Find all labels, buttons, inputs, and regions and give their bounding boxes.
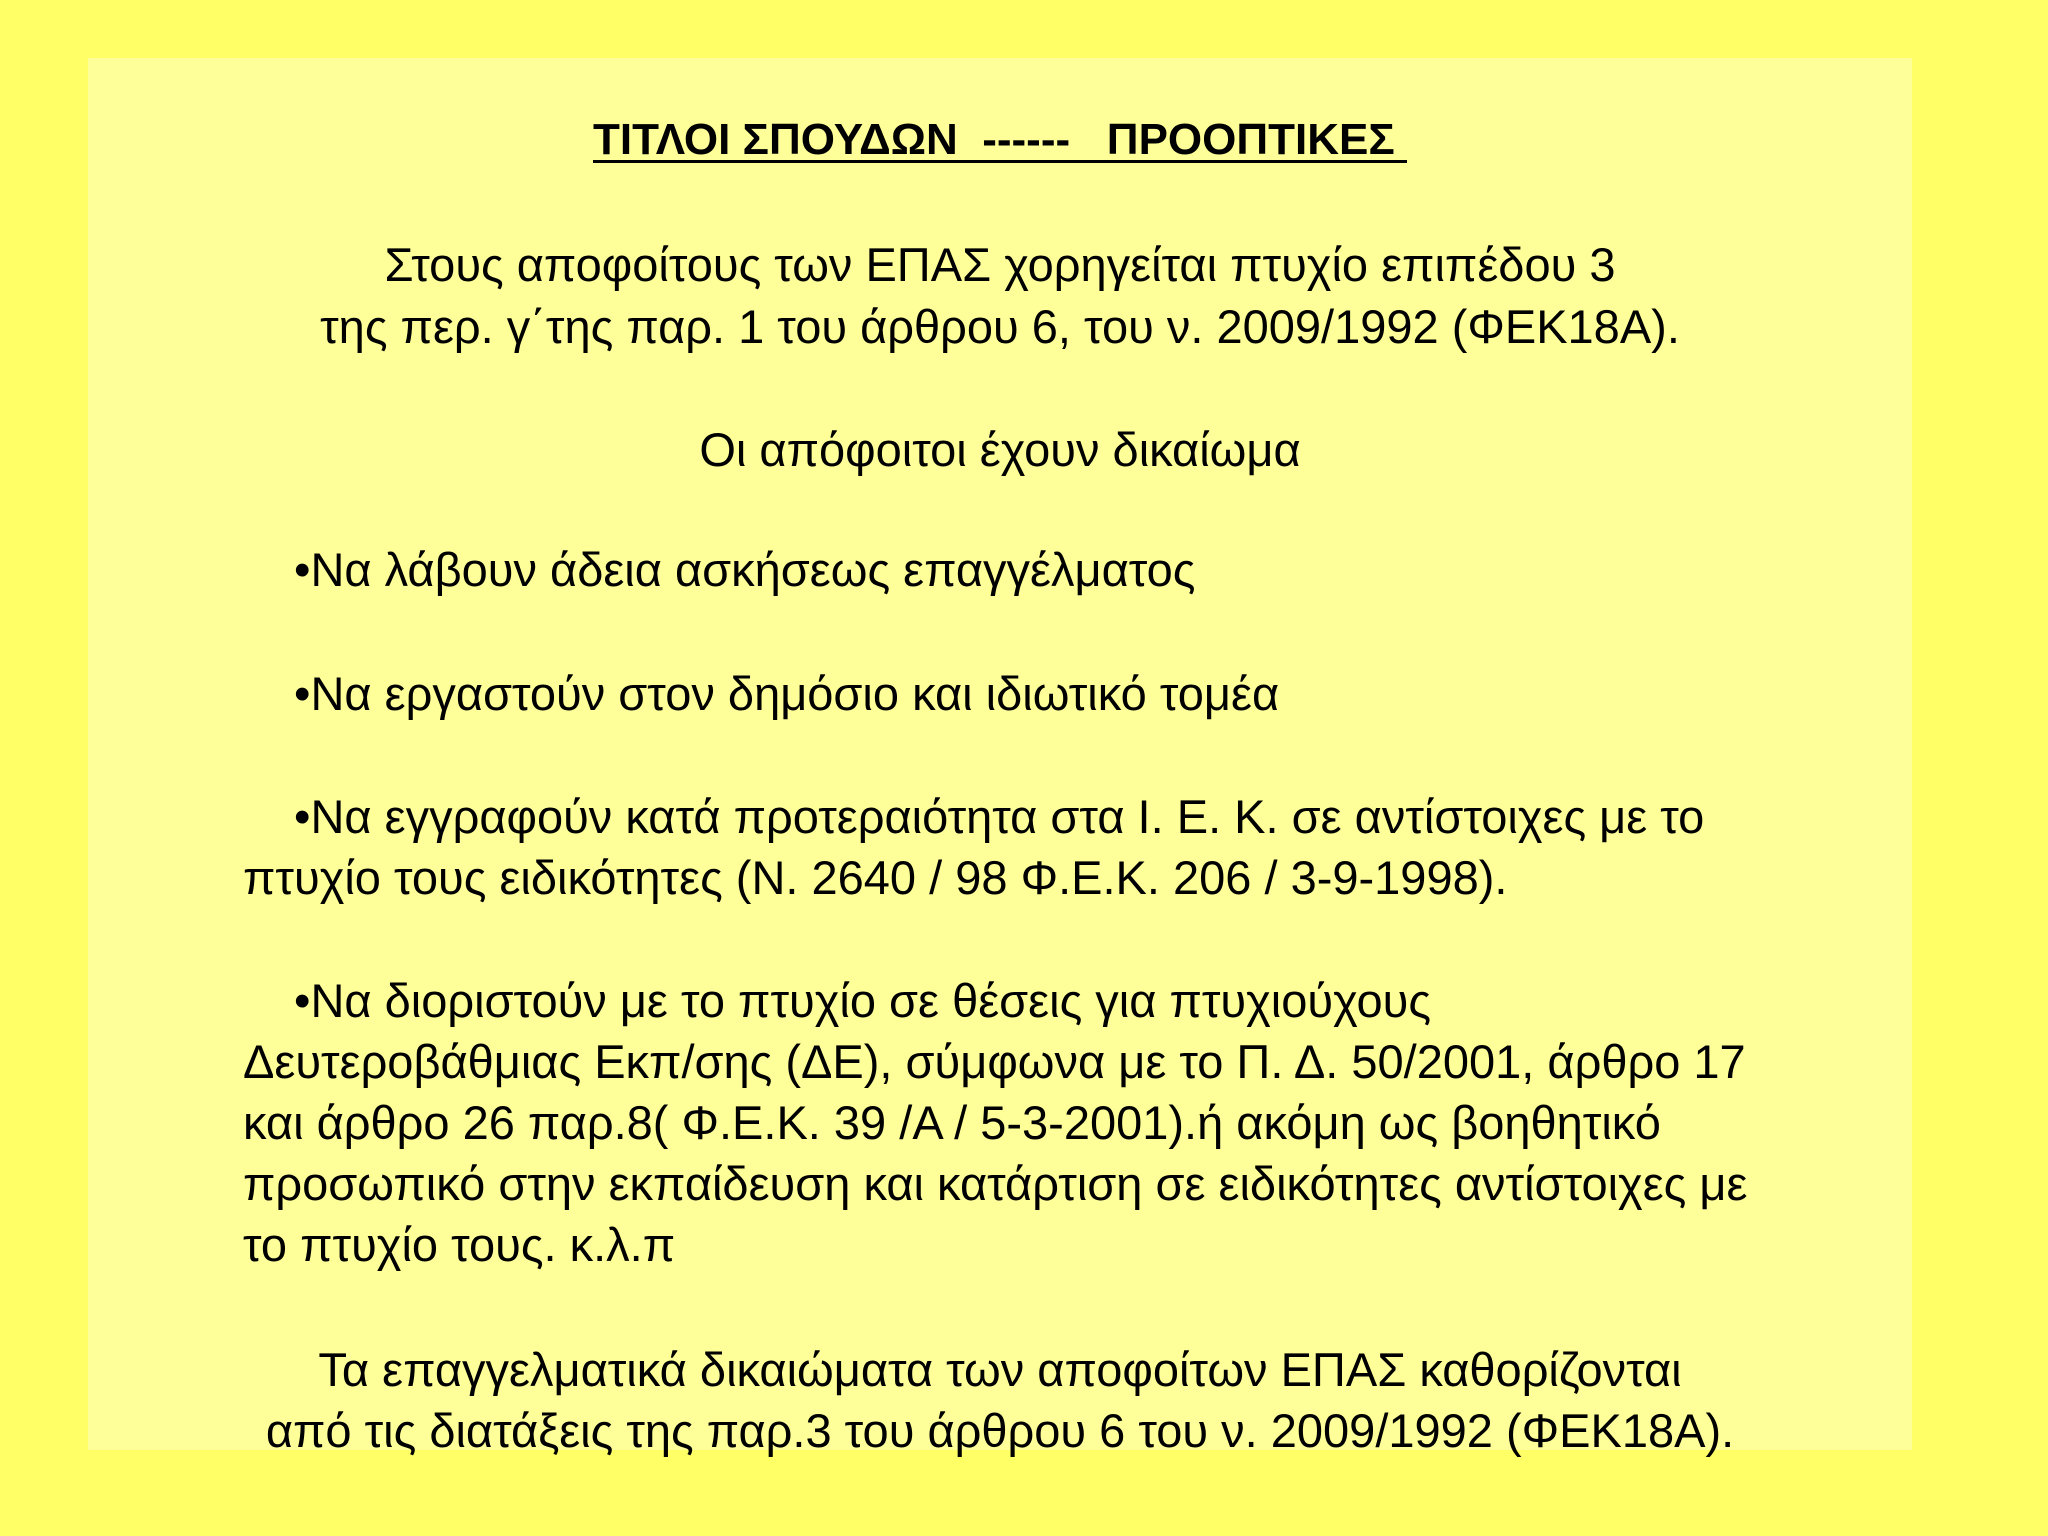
rights-heading: Οι απόφοιτοι έχουν δικαίωμα: [699, 423, 1301, 476]
bullet-appointment-line-2: Δευτεροβάθμιας Εκπ/σης (ΔΕ), σύμφωνα με το Π. Δ. 50/2001, άρθρο 17: [243, 1035, 1746, 1088]
bullet-appointment-line-5: το πτυχίο τους. κ.λ.π: [243, 1218, 676, 1271]
intro-line-2: της περ. γ΄της παρ. 1 του άρθρου 6, του ν. 2009/1992 (ΦΕΚ18Α).: [320, 300, 1680, 353]
bullet-appointment-line-3: και άρθρο 26 παρ.8( Φ.Ε.Κ. 39 /Α / 5-3-2001).ή ακόμη ως βοηθητικό: [243, 1096, 1661, 1149]
bullet-appointment-line-1: •Να διοριστούν με το πτυχίο σε θέσεις για πτυχιούχους: [294, 974, 1431, 1027]
bullet-license: •Να λάβουν άδεια ασκήσεως επαγγέλματος: [294, 543, 1196, 596]
slide-title-text: ΤΙΤΛΟΙ ΣΠΟΥΔΩΝ ------ ΠΡΟΟΠΤΙΚΕΣ: [593, 115, 1407, 164]
intro-line-1: Στους αποφοίτους των ΕΠΑΣ χορηγείται πτυχίο επιπέδου 3: [384, 238, 1616, 291]
closing-line-2: από τις διατάξεις της παρ.3 του άρθρου 6 του ν. 2009/1992 (ΦΕΚ18Α).: [265, 1404, 1735, 1457]
bullet-iek-line-2: πτυχίο τους ειδικότητες (Ν. 2640 / 98 Φ.Ε.Κ. 206 / 3-9-1998).: [243, 851, 1508, 904]
bullet-appointment-line-4: προσωπικό στην εκπαίδευση και κατάρτιση σε ειδικότητες αντίστοιχες με: [243, 1157, 1748, 1210]
slide-content-panel: [88, 58, 1912, 1457]
closing-line-1: Τα επαγγελματικά δικαιώματα των αποφοίτων ΕΠΑΣ καθορίζονται: [318, 1343, 1682, 1396]
slide-title: [88, 110, 1912, 170]
bullet-iek-line-1: •Να εγγραφούν κατά προτεραιότητα στα Ι. Ε. Κ. σε αντίστοιχες με το: [294, 790, 1705, 843]
bullet-employment: •Να εργαστούν στον δημόσιο και ιδιωτικό τομέα: [294, 667, 1280, 720]
